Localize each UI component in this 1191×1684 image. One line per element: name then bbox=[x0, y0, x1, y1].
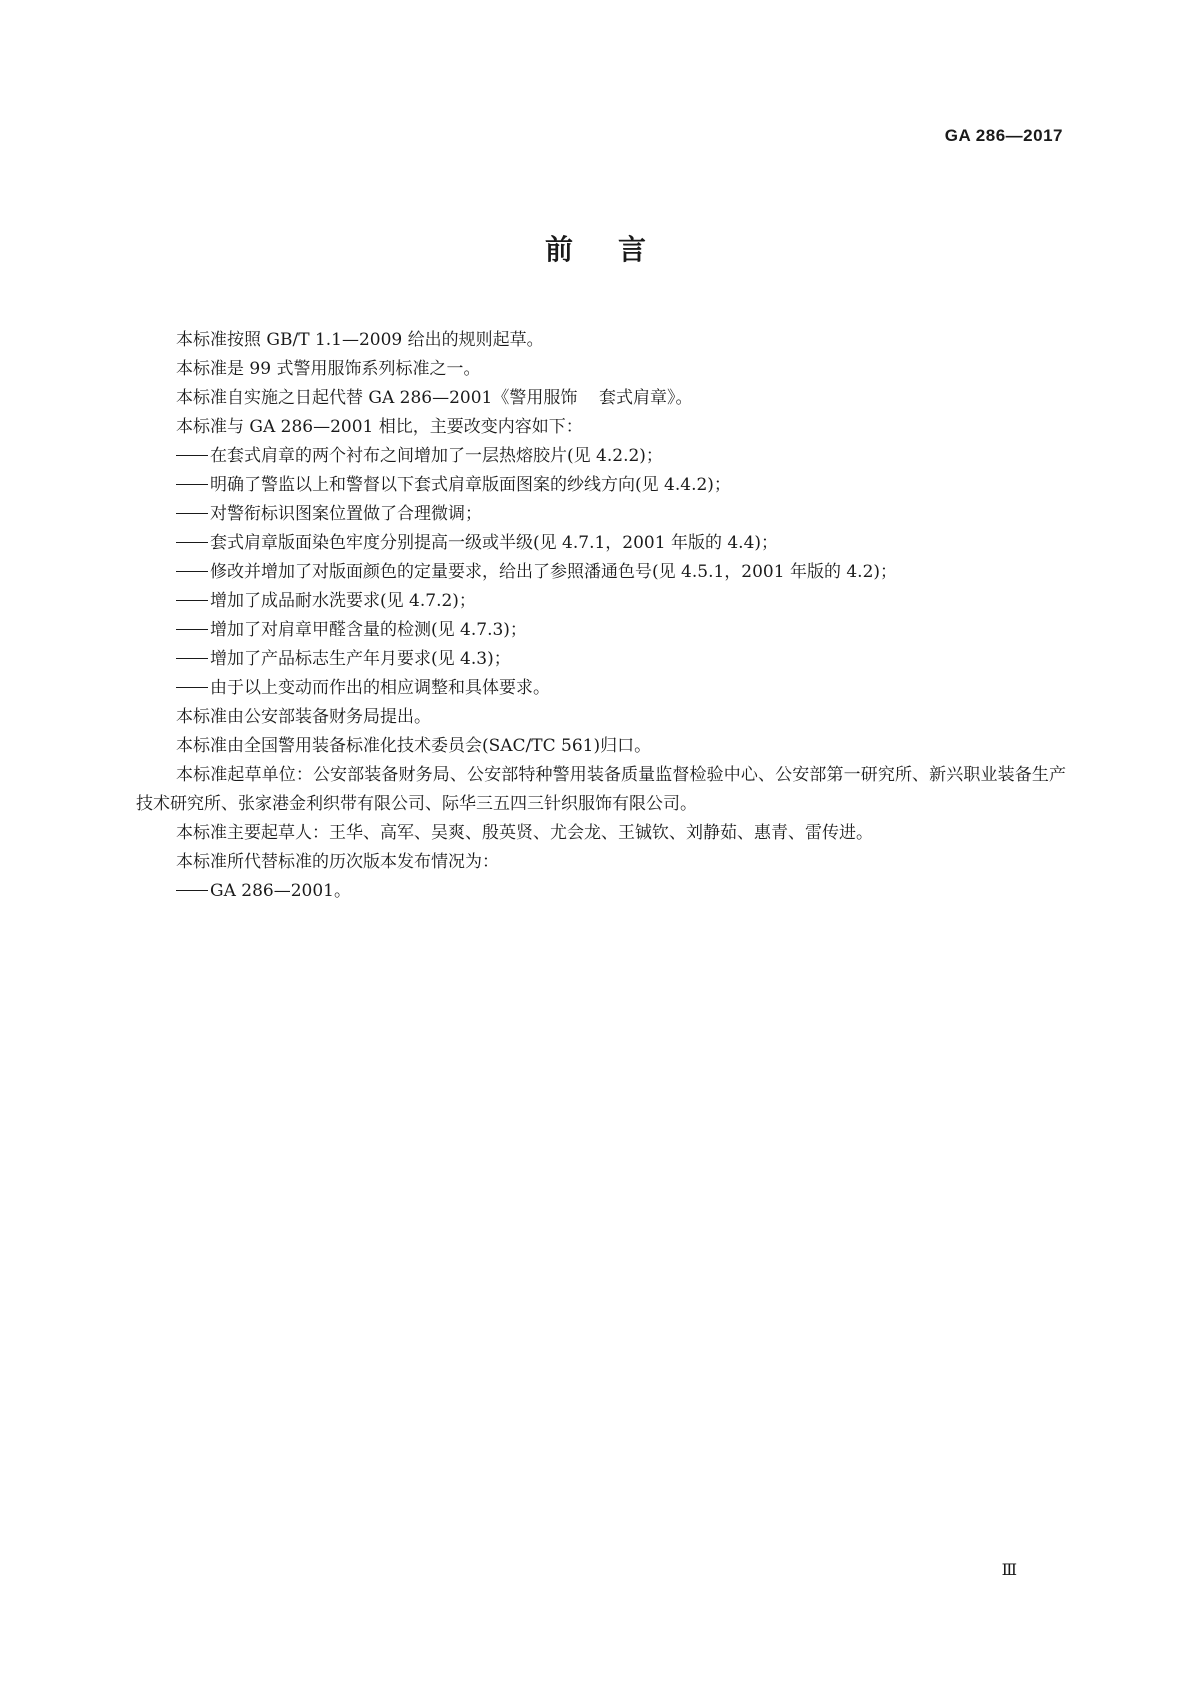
em-dash bbox=[176, 629, 208, 630]
change-item: 增加了产品标志生产年月要求(见 4.3)； bbox=[136, 645, 1066, 674]
change-item: 对警衔标识图案位置做了合理微调； bbox=[136, 500, 1066, 529]
page-number: Ⅲ bbox=[1001, 1560, 1017, 1579]
change-item: 在套式肩章的两个衬布之间增加了一层热熔胶片(见 4.2.2)； bbox=[136, 442, 1066, 471]
em-dash bbox=[176, 890, 208, 891]
page-title: 前言 bbox=[544, 233, 691, 266]
em-dash bbox=[176, 455, 208, 456]
foreword-body bbox=[136, 326, 1066, 906]
em-dash bbox=[176, 600, 208, 601]
change-item: 明确了警监以上和警督以下套式肩章版面图案的纱线方向(见 4.4.2)； bbox=[136, 471, 1066, 500]
change-item: 由于以上变动而作出的相应调整和具体要求。 bbox=[136, 674, 1066, 703]
paragraph-history-intro: 本标准所代替标准的历次版本发布情况为： bbox=[176, 852, 499, 872]
em-dash bbox=[176, 571, 208, 572]
em-dash bbox=[176, 687, 208, 688]
paragraph-drafting-rules: 本标准按照 GB/T 1.1—2009 给出的规则起草。 bbox=[176, 330, 544, 350]
change-item: 增加了成品耐水洗要求(见 4.7.2)； bbox=[136, 587, 1066, 616]
paragraph-committee: 本标准由全国警用装备标准化技术委员会(SAC/TC 561)归口。 bbox=[176, 736, 652, 756]
change-item: 增加了对肩章甲醛含量的检测(见 4.7.3)； bbox=[136, 616, 1066, 645]
change-item: 套式肩章版面染色牢度分别提高一级或半级(见 4.7.1，2001 年版的 4.4)； bbox=[136, 529, 1066, 558]
paragraph-changes-intro: 本标准与 GA 286—2001 相比，主要改变内容如下： bbox=[176, 417, 583, 437]
paragraph-replaces: 本标准自实施之日起代替 GA 286—2001《警用服饰 套式肩章》。 bbox=[176, 388, 693, 408]
em-dash bbox=[176, 513, 208, 514]
paragraph-drafters: 本标准主要起草人：王华、高军、吴爽、殷英贤、尤会龙、王铖钦、刘静茹、惠青、雷传进。 bbox=[176, 823, 873, 843]
standard-code: GA 286—2017 bbox=[944, 126, 1063, 145]
em-dash bbox=[176, 484, 208, 485]
paragraph-proposer: 本标准由公安部装备财务局提出。 bbox=[176, 707, 431, 727]
paragraph-series: 本标准是 99 式警用服饰系列标准之一。 bbox=[176, 359, 481, 379]
em-dash bbox=[176, 658, 208, 659]
history-item: GA 286—2001。 bbox=[136, 877, 1066, 906]
paragraph-drafting-units: 本标准起草单位：公安部装备财务局、公安部特种警用装备质量监督检验中心、公安部第一研究所、新兴职业装备生产技术研究所、张家港金利织带有限公司、际华三五四三针织服饰有限公司。 bbox=[136, 765, 1066, 814]
em-dash bbox=[176, 542, 208, 543]
change-item: 修改并增加了对版面颜色的定量要求，给出了参照潘通色号(见 4.5.1，2001 年版的 4.2)； bbox=[136, 558, 1066, 587]
